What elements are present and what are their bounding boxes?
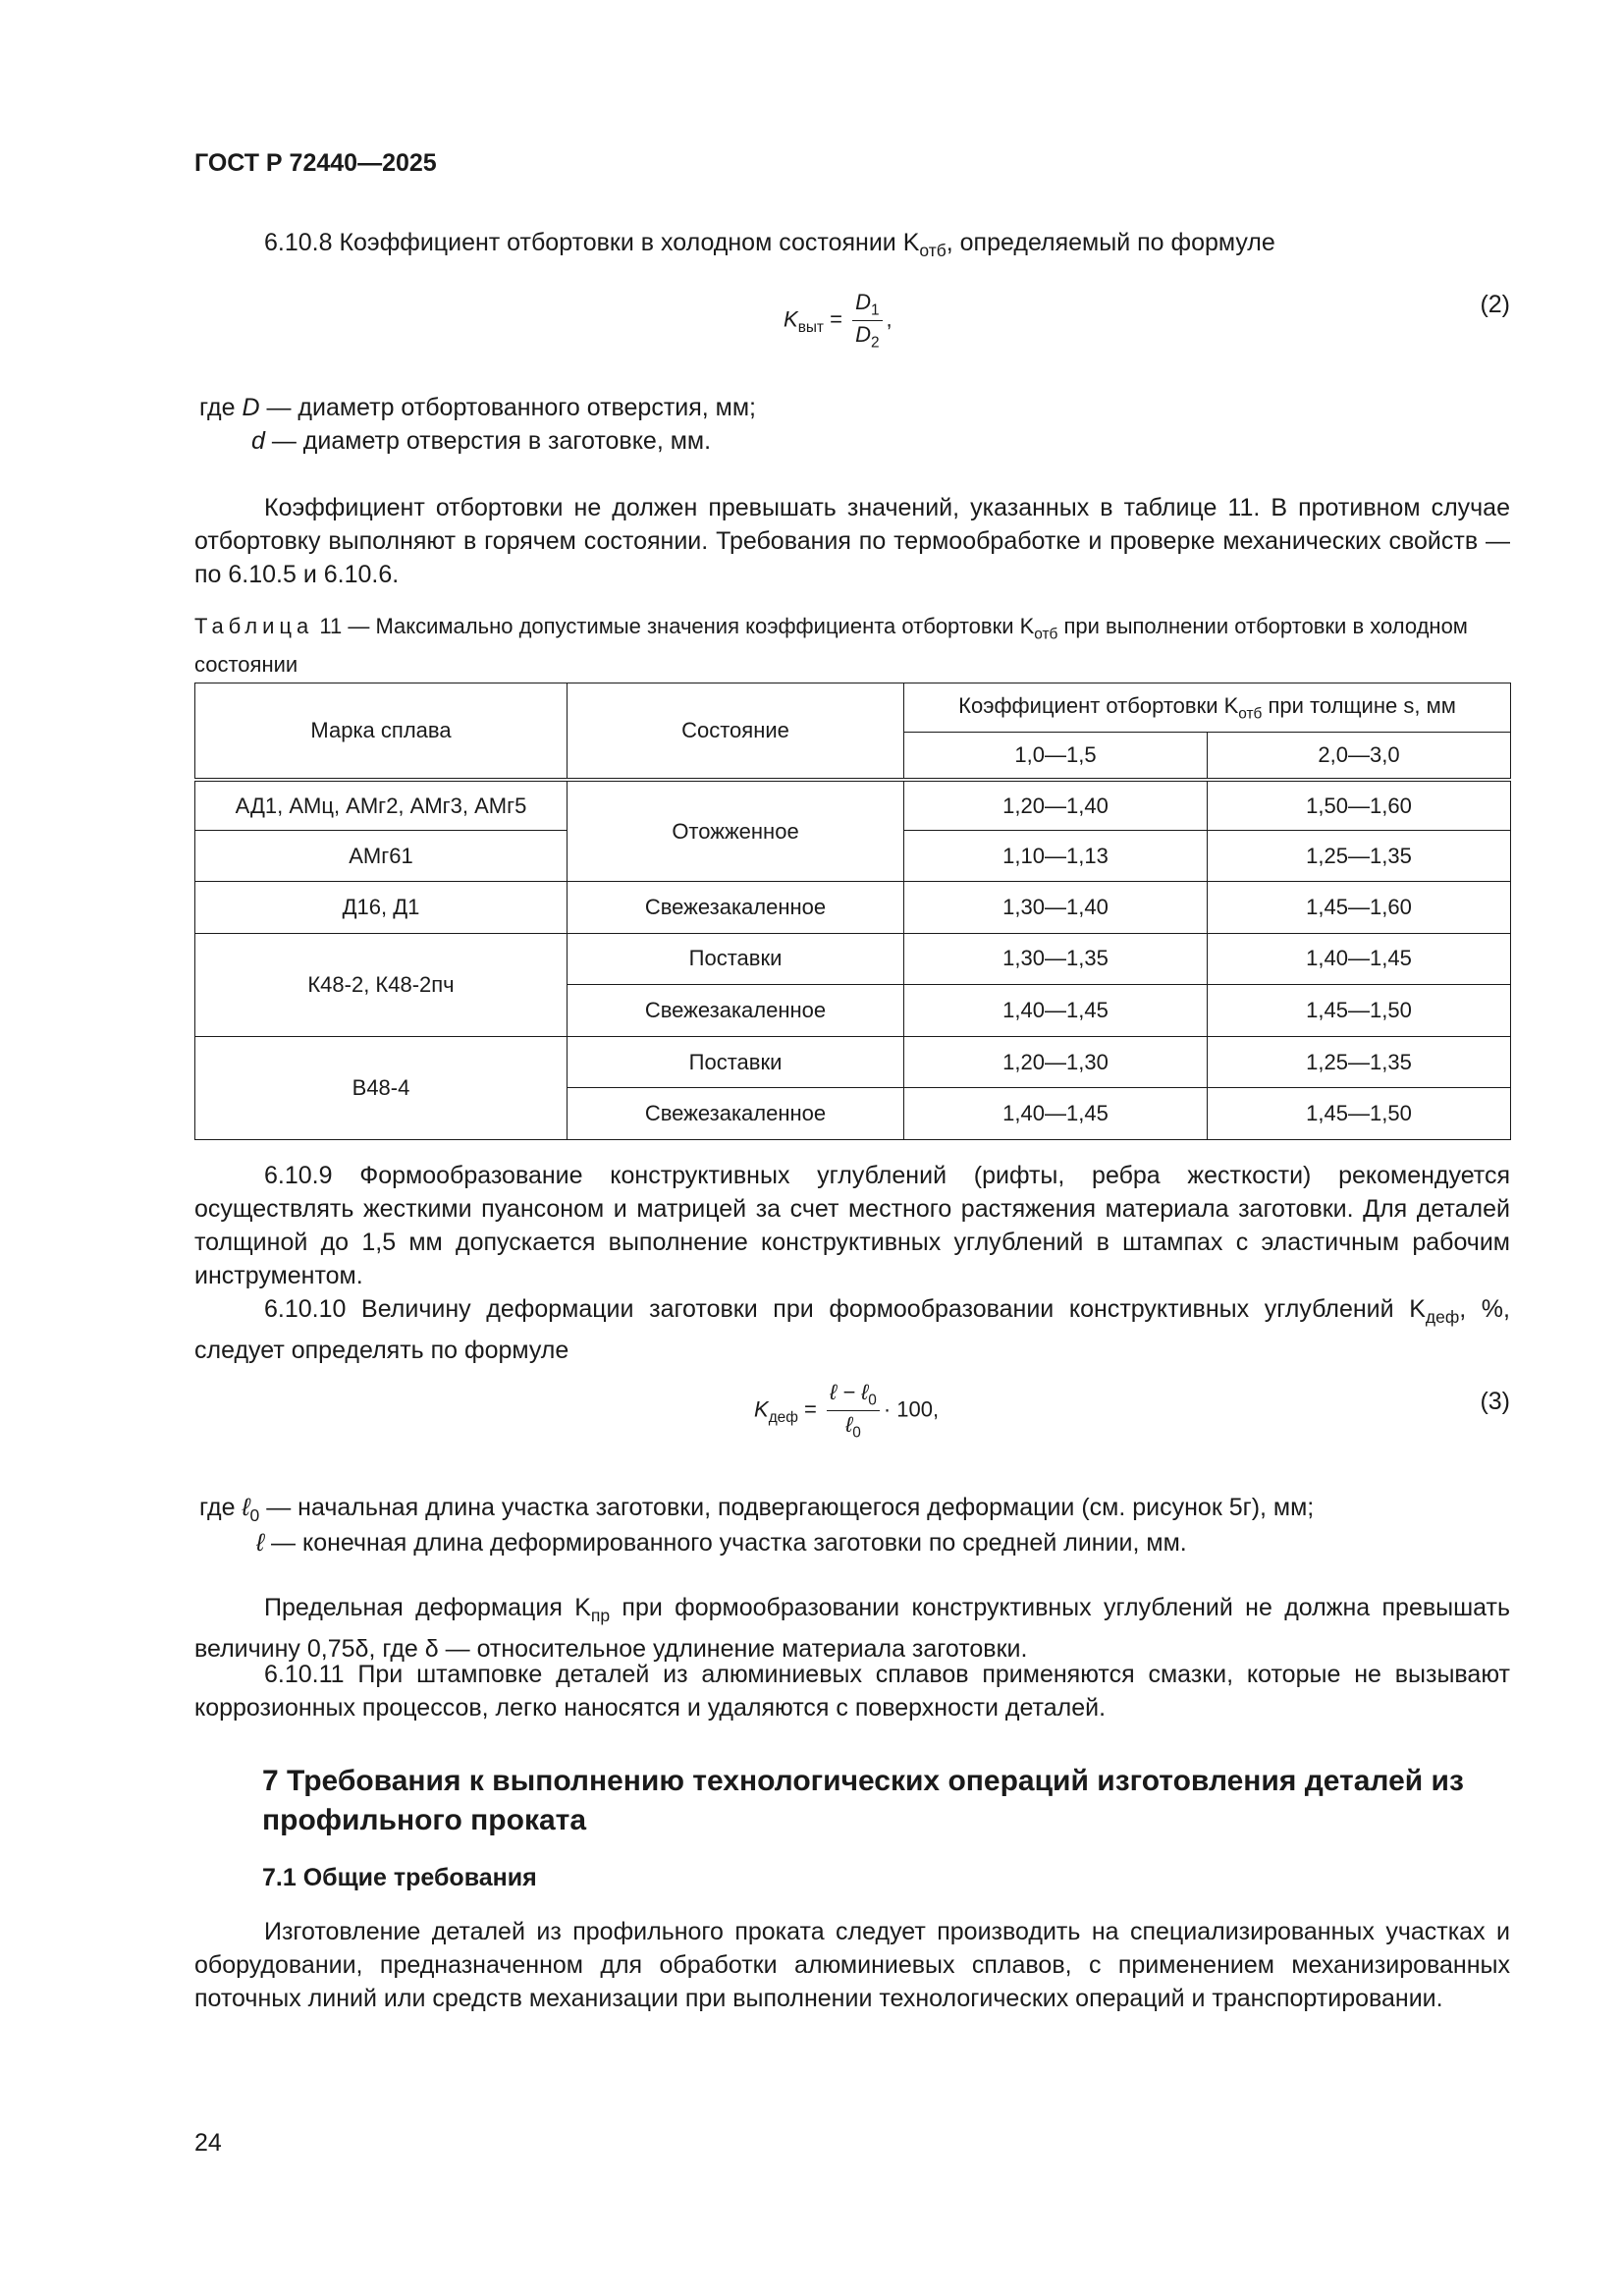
cell-state: Поставки	[568, 1036, 904, 1088]
cell-value: 1,25—1,35	[1208, 1036, 1511, 1088]
where-lead: где	[199, 1494, 236, 1521]
where-line-2	[256, 1526, 1187, 1559]
cell-alloy: К48-2, К48-2пч	[195, 933, 568, 1036]
formula-lhs: K	[754, 1396, 769, 1422]
header-state: Состояние	[568, 683, 904, 781]
cell-value: 1,30—1,35	[904, 933, 1208, 985]
paragraph-6-10-9: 6.10.9 Формообразование конструктивных углублений (рифты, ребра жесткости) рекомендуется осуществлять жесткими пуансоном и матрицей за счет местного растяжения материала заготовки. Для деталей толщиной до 1,5 мм допускается выполнение конструктивных углублений в штампах с эластичным рабочим инструментом.	[194, 1162, 1510, 1289]
header-range-1: 1,0—1,5	[904, 733, 1208, 780]
cell-alloy: Д16, Д1	[195, 881, 568, 933]
cell-value: 1,30—1,40	[904, 881, 1208, 933]
cell-value: 1,20—1,40	[904, 780, 1208, 831]
paragraph-6-10-11: 6.10.11 При штамповке деталей из алюминиевых сплавов применяются смазки, которые не вызывают коррозионных процессов, легко наносятся и удаляются с поверхности деталей.	[194, 1661, 1510, 1722]
variable: D	[242, 394, 260, 421]
table-row	[195, 780, 1511, 831]
table-row	[195, 881, 1511, 933]
cell-value: 1,20—1,30	[904, 1036, 1208, 1088]
variable-description: — диаметр отбортованного отверстия, мм;	[259, 394, 756, 421]
where-lead: где	[199, 394, 236, 421]
cell-alloy: АМг61	[195, 831, 568, 882]
denominator: ℓ$_0$	[845, 1412, 861, 1442]
cell-value: 1,45—1,50	[1208, 1088, 1511, 1140]
table-row	[195, 933, 1511, 985]
subscript: деф	[1425, 1307, 1460, 1328]
equals-sign: =	[797, 1396, 817, 1422]
formula-number-3: (3)	[1480, 1388, 1510, 1415]
cell-state: Поставки	[568, 933, 904, 985]
cell-state: Свежезакаленное	[568, 1088, 904, 1140]
header-range-2: 2,0—3,0	[1208, 733, 1511, 780]
variable-description: — начальная длина участка заготовки, подвергающегося деформации (см. рисунок 5г), мм;	[259, 1494, 1315, 1521]
clause-tail: , определяемый по формуле	[946, 229, 1275, 256]
subscript: 0	[249, 1505, 260, 1526]
where-line-1	[199, 391, 756, 424]
cell-value: 1,50—1,60	[1208, 780, 1511, 831]
table-caption	[194, 611, 1510, 680]
cell-state: Свежезакаленное	[568, 881, 904, 933]
header-alloy: Марка сплава	[195, 683, 568, 781]
paragraph-6-10-10: 6.10.10 Величину деформации заготовки при формообразовании конструктивных углублений $K_{деф}$, %, следует определять по формуле	[194, 1295, 1510, 1365]
subscript: отб	[1034, 626, 1058, 643]
where-line-2	[251, 424, 711, 458]
denominator: $D_2$	[855, 322, 880, 352]
variable-description: — диаметр отверстия в заготовке, мм.	[264, 427, 712, 455]
formula-2	[784, 290, 893, 353]
table-caption-tail: при выполнении отбортовки в холодном состоянии	[194, 614, 1468, 678]
fraction	[852, 290, 882, 353]
subscript: пр	[590, 1606, 611, 1626]
formula-lhs-subscript: выт	[797, 319, 824, 337]
cell-alloy: АД1, АМц, АМг2, АМг3, АМг5	[195, 780, 568, 831]
cell-value: 1,40—1,45	[1208, 933, 1511, 985]
paragraph-limit-deformation: Предельная деформация $K_{пр}$ при формообразовании конструктивных углублений не должна превышать величину 0,75δ, где δ — относительное удлинение материала заготовки.	[194, 1594, 1510, 1664]
formula-3	[754, 1380, 939, 1443]
cell-value: 1,45—1,60	[1208, 881, 1511, 933]
variable-description: — конечная длина деформированного участка заготовки по средней линии, мм.	[264, 1529, 1187, 1557]
clause-number: 6.10.8	[264, 229, 333, 256]
clause-text: Коэффициент отбортовки в холодном состоянии K	[339, 229, 920, 256]
header-coefficient: Коэффициент отбортовки $K_{отб}$ при толщине s, мм	[904, 683, 1511, 733]
cell-value: 1,25—1,35	[1208, 831, 1511, 882]
table-label: Таблица	[194, 614, 314, 638]
cell-state: Отожженное	[568, 780, 904, 881]
numerator: ℓ − ℓ$_0$	[827, 1380, 880, 1411]
formula-multiplier: · 100	[883, 1396, 933, 1422]
page-number: 24	[194, 2129, 222, 2157]
cell-value: 1,40—1,45	[904, 985, 1208, 1037]
table-11	[194, 683, 1511, 1140]
equals-sign: =	[823, 306, 842, 332]
cell-value: 1,10—1,13	[904, 831, 1208, 882]
table-header-row	[195, 683, 1511, 733]
formula-number-2: (2)	[1480, 291, 1510, 318]
formula-comma: ,	[933, 1396, 940, 1422]
formula-lhs-subscript: деф	[768, 1409, 798, 1427]
variable: ℓ	[242, 1494, 250, 1521]
paragraph-coefficient-limits: Коэффициент отбортовки не должен превышать значений, указанных в таблице 11. В противном случае отбортовку выполняют в горячем состоянии. Требования по термообработке и проверке механических свойств — по 6.10.5 и 6.10.6.	[194, 494, 1510, 588]
fraction	[827, 1380, 880, 1443]
formula-comma: ,	[886, 306, 893, 332]
formula-lhs: K	[784, 306, 798, 332]
table-row	[195, 1036, 1511, 1088]
paragraph-6-10-8	[194, 226, 1510, 267]
paragraph-7-1: Изготовление деталей из профильного проката следует производить на специализированных участках и оборудовании, предназначенном для обработки алюминиевых сплавов, с применением механизированных поточных линий или средств механизации при выполнении технологических операций и транспортировании.	[194, 1918, 1510, 2012]
numerator: $D_1$	[852, 290, 882, 321]
cell-state: Свежезакаленное	[568, 985, 904, 1037]
table-caption-text: — Максимально допустимые значения коэффициента отбортовки K	[342, 614, 1035, 638]
cell-alloy: В48-4	[195, 1036, 568, 1139]
variable: d	[251, 427, 265, 455]
section-7-1-heading: 7.1 Общие требования	[262, 1864, 537, 1891]
section-7-heading: 7 Требования к выполнению технологических операций изготовления деталей из профильного проката	[262, 1765, 1464, 1836]
variable: ℓ	[256, 1529, 265, 1557]
table-number: 11	[319, 614, 343, 638]
subscript: отб	[919, 241, 947, 261]
document-code: ГОСТ Р 72440—2025	[194, 149, 437, 177]
cell-value: 1,40—1,45	[904, 1088, 1208, 1140]
cell-value: 1,45—1,50	[1208, 985, 1511, 1037]
